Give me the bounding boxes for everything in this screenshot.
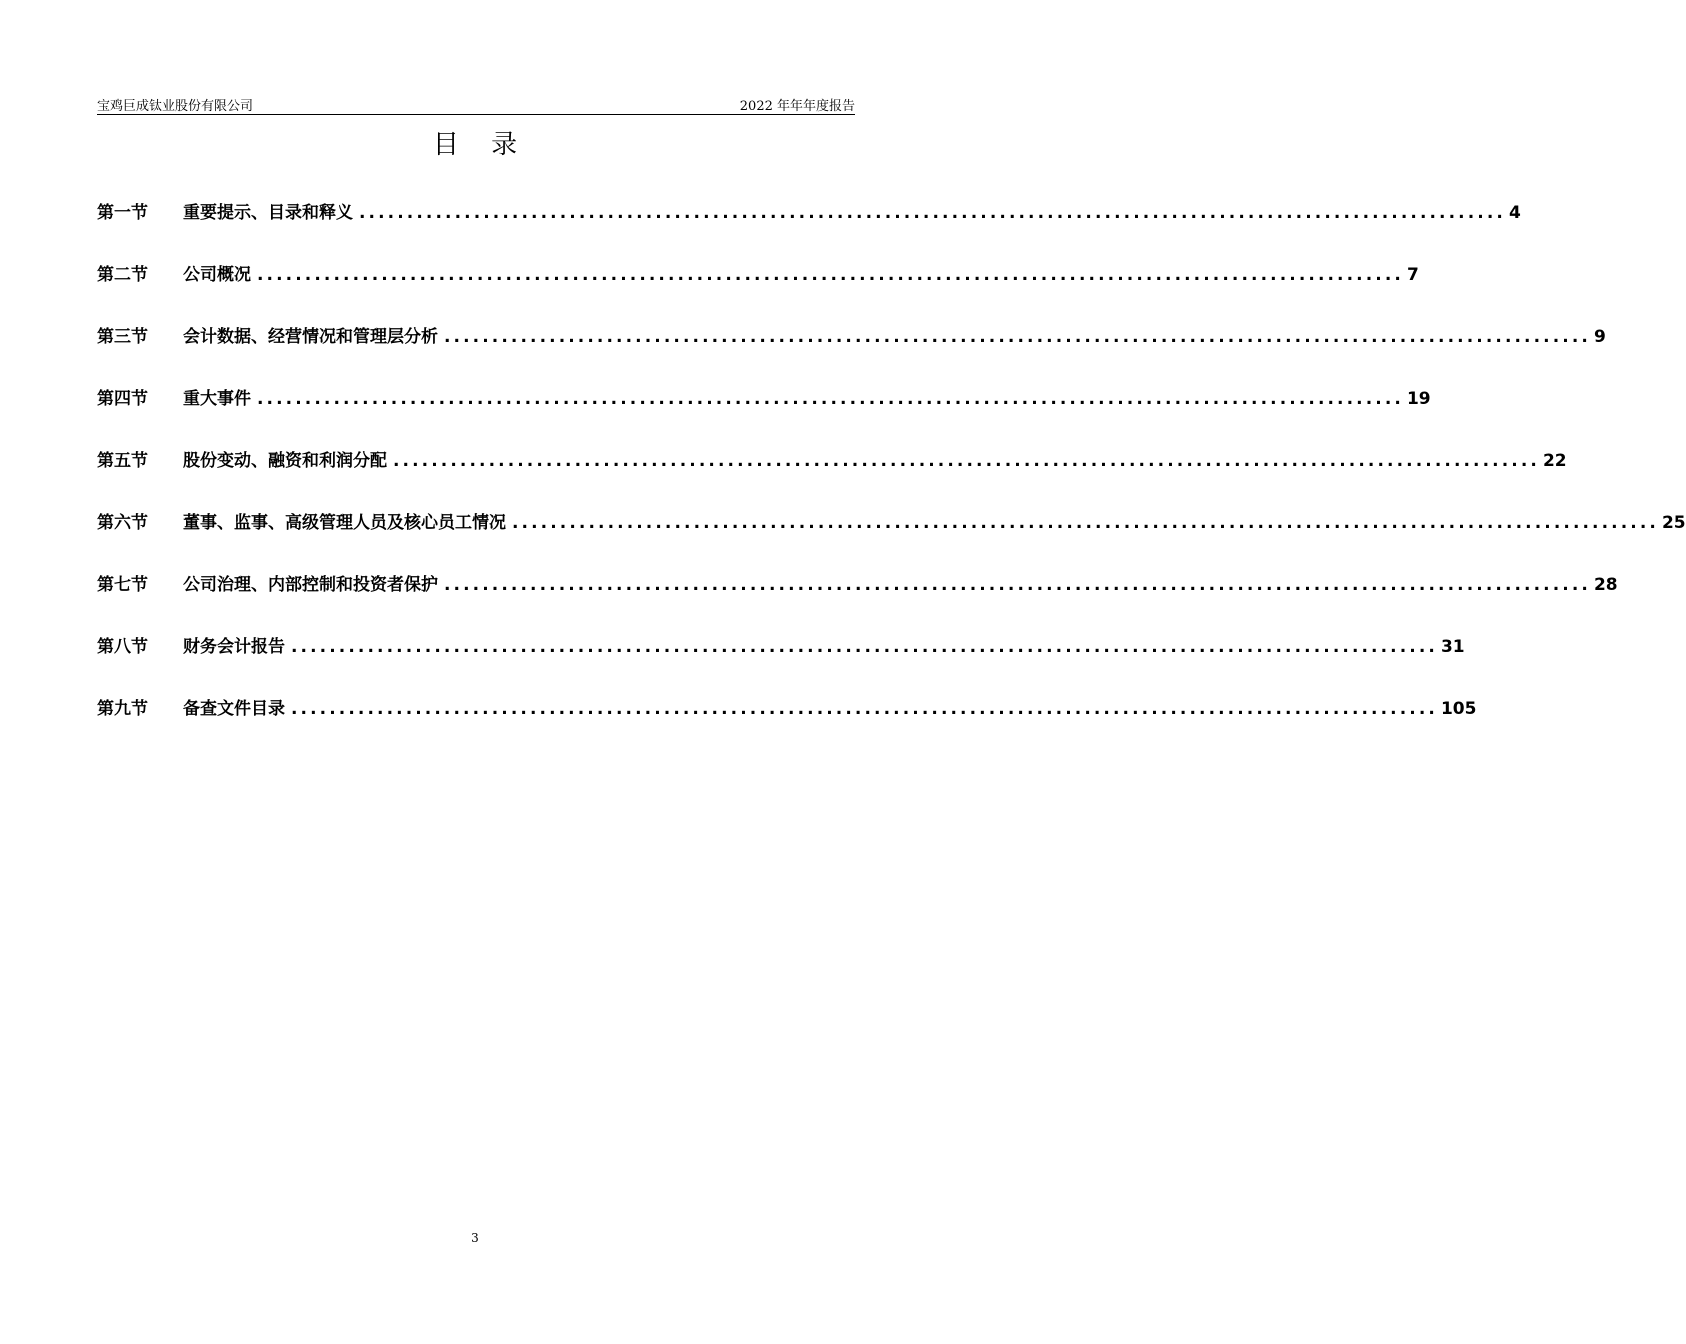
toc-leader: ........................................................................................................................ — [291, 637, 1438, 657]
toc-title: 董事、监事、高级管理人员及核心员工情况 — [183, 513, 506, 533]
toc-page-number: 19 — [1406, 389, 1431, 409]
toc-section-label: 第六节 — [97, 513, 148, 533]
toc-leader: ........................................................................................................................ — [291, 699, 1438, 719]
page-title: 目 录 — [432, 130, 530, 160]
toc-entry[interactable] — [97, 322, 1606, 384]
toc-section-label: 第七节 — [97, 575, 148, 595]
toc-page-number: 22 — [1542, 451, 1567, 471]
toc-section-label: 第一节 — [97, 203, 148, 223]
toc-title: 备查文件目录 — [183, 699, 285, 719]
toc-section-label: 第五节 — [97, 451, 148, 471]
toc-section-label: 第九节 — [97, 699, 148, 719]
toc-leader: ........................................................................................................................ — [257, 389, 1404, 409]
company-name: 宝鸡巨成钛业股份有限公司 — [97, 99, 254, 114]
toc-entry[interactable] — [97, 570, 1618, 632]
toc-page-number: 28 — [1593, 575, 1618, 595]
toc-page-number: 31 — [1440, 637, 1465, 657]
toc-entry[interactable] — [97, 260, 1419, 322]
toc-section-label: 第四节 — [97, 389, 148, 409]
toc-section-label: 第三节 — [97, 327, 148, 347]
toc-title: 公司治理、内部控制和投资者保护 — [183, 575, 438, 595]
toc-leader: ........................................................................................................................ — [393, 451, 1540, 471]
toc-leader: ........................................................................................................................ — [444, 327, 1591, 347]
report-name: 2022 年年年度报告 — [739, 99, 855, 114]
toc-entry[interactable] — [97, 446, 1567, 508]
toc-leader: ........................................................................................................................ — [444, 575, 1591, 595]
toc-page-number: 9 — [1593, 327, 1606, 347]
toc-leader: ........................................................................................................................ — [257, 265, 1404, 285]
toc-title: 会计数据、经营情况和管理层分析 — [183, 327, 438, 347]
toc-page-number: 105 — [1440, 699, 1477, 719]
toc-page-number: 7 — [1406, 265, 1419, 285]
page-number: 3 — [471, 1231, 479, 1245]
toc-entry[interactable] — [97, 694, 1477, 756]
toc-entry[interactable] — [97, 632, 1465, 694]
toc-page-number: 25 — [1661, 513, 1686, 533]
toc-title: 重要提示、目录和释义 — [183, 203, 353, 223]
page-header — [97, 94, 855, 115]
toc-title: 财务会计报告 — [183, 637, 285, 657]
toc-entry[interactable] — [97, 198, 1521, 260]
toc-title: 股份变动、融资和利润分配 — [183, 451, 387, 471]
toc-section-label: 第二节 — [97, 265, 148, 285]
toc-section-label: 第八节 — [97, 637, 148, 657]
toc-leader: ........................................................................................................................ — [512, 513, 1659, 533]
table-of-contents — [97, 198, 1686, 756]
toc-entry[interactable] — [97, 508, 1686, 570]
toc-title: 公司概况 — [183, 265, 251, 285]
toc-entry[interactable] — [97, 384, 1431, 446]
toc-leader: ........................................................................................................................ — [359, 203, 1506, 223]
toc-title: 重大事件 — [183, 389, 251, 409]
toc-page-number: 4 — [1508, 203, 1521, 223]
